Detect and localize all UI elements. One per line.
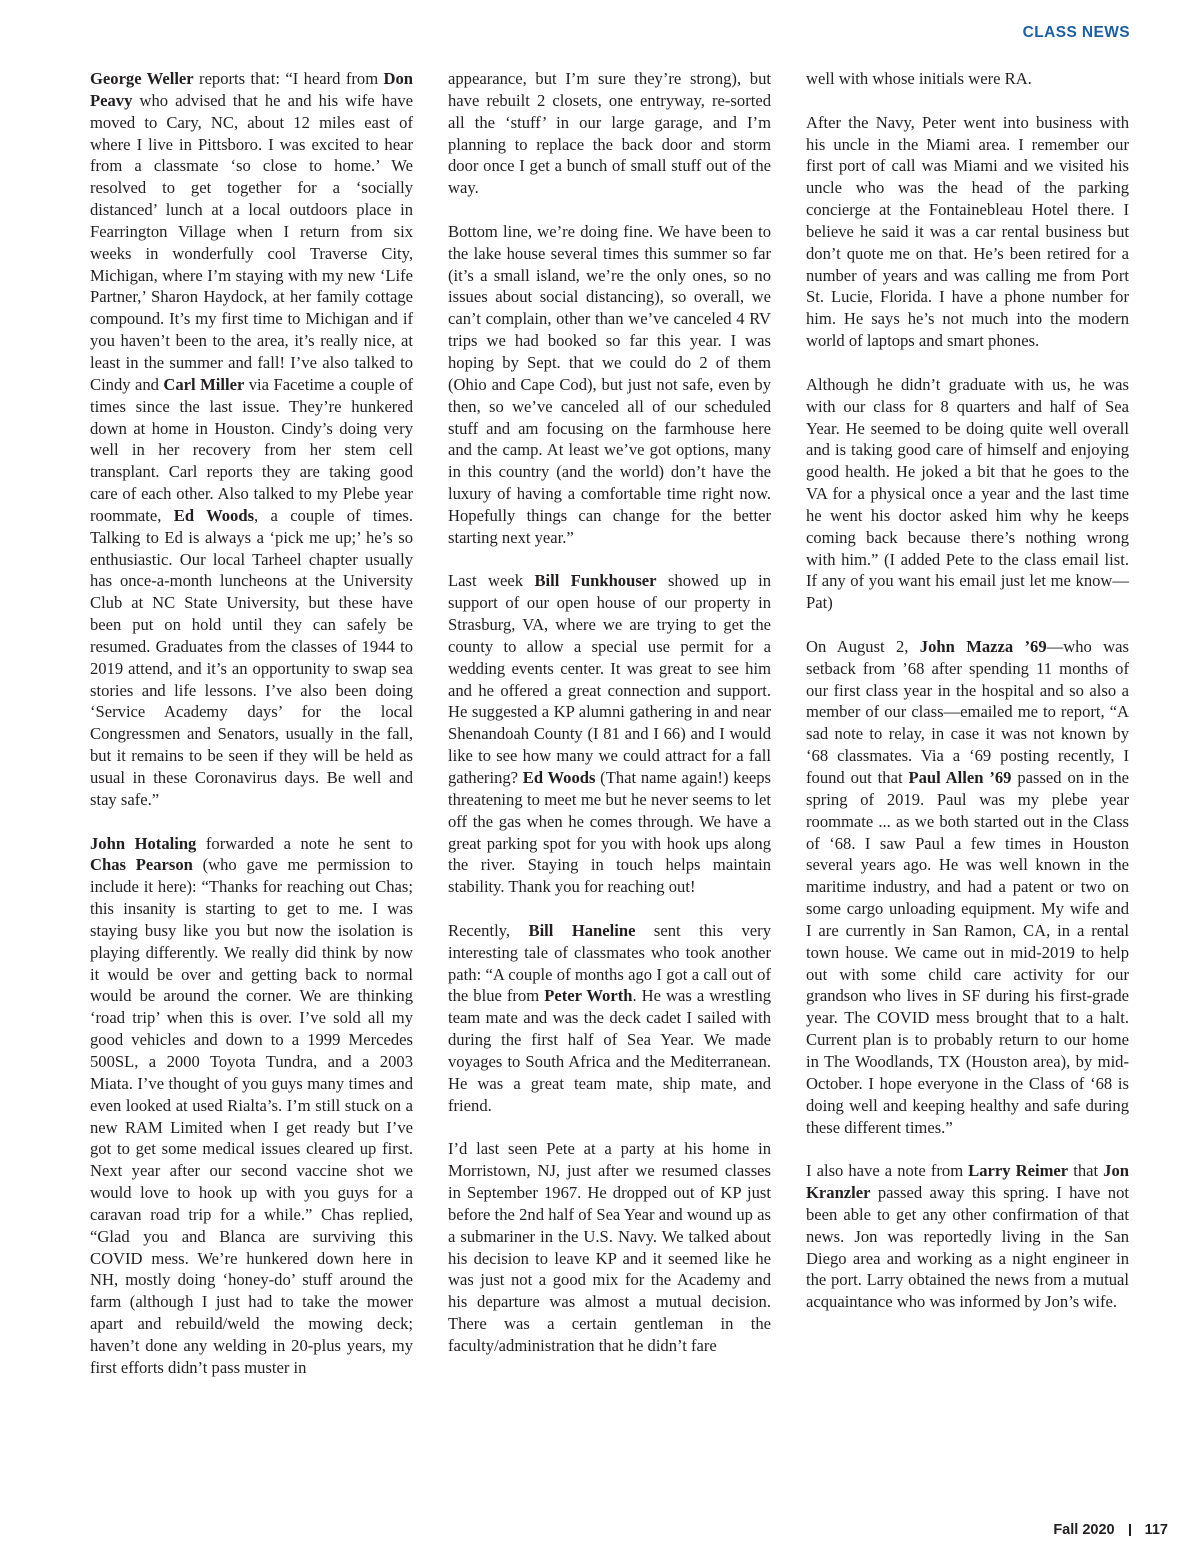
issue-label: Fall 2020 <box>1053 1522 1115 1538</box>
person-name: John Hotaling <box>90 833 197 853</box>
text-run: Last week <box>448 571 535 591</box>
paragraph <box>448 1138 771 1356</box>
text-run: showed up in support of our open house of our property in Strasburg, VA, where we are trying to get the county to allow a special use permit for a wedding events center. It was great to see him and he offered a great connection and support. He suggested a KP alumni gathering in and near Shenandoah County (I 81 and I 66) and I would like to see how many we could attract for a fall gathering? <box>448 571 771 787</box>
text-run: appearance, but I’m sure they’re strong), but have rebuilt 2 closets, one entryway, re-sorted all the ‘stuff’ in our large garage, and I’m planning to replace the back door and storm door once I get a bunch of small stuff out of the way. <box>448 69 771 198</box>
text-run: Although he didn’t graduate with us, he was with our class for 8 quarters and half of Sea Year. He seemed to be doing quite well overall and is taking good care of himself and enjoying good health. He joked a bit that he goes to the VA for a physical once a year and the last time he went his doctor asked him why he keeps coming back because there’s nothing wrong with him.” (I added Pete to the class email list. If any of you want his email just let me know—Pat) <box>806 374 1129 613</box>
text-run: (who gave me permission to include it here): “Thanks for reaching out Chas; this insanity is starting to get to me. I was staying busy like you but now the isolation is playing differently. We really did think by now it would be over and getting back to normal would be around the corner. We are thinking ‘road trip’ when this is over. I’ve sold all my good vehicles and down to a 1999 Mercedes 500SL, a 2000 Toyota Tundra, and a 2003 Miata. I’ve thought of you guys many times and even looked at used Rialta’s. I’m still stuck on a new RAM Limited when I get ready but I’ve got to get some medical issues cleared up first. Next year after our second vaccine shot we would love to hook up with you guys for a caravan road trip for a while.” Chas replied, “Glad you and Blanca are surviving this COVID mess. We’re hunkered down here in NH, mostly doing ‘honey-do’ stuff around the farm (although I just had to take the mower apart and rebuild/weld the mowing deck; haven’t done any welding in 20-plus years, my first efforts didn’t pass muster in <box>90 855 413 1377</box>
text-run: Bottom line, we’re doing fine. We have been to the lake house several times this summer so far (it’s a small island, we’re the only ones, so no issues about social distancing), so overall, we can’t complain, other than we’ve canceled 4 RV trips we had booked so far this year. I was hoping by Sept. that we could do 2 of them (Ohio and Cape Cod), but just not safe, even by then, so we’ve canceled all of our scheduled stuff and am focusing on the farmhouse here and the camp. At least we’ve got options, many in this country (and the world) don’t have the luxury of having a comfortable time right now. Hopefully things can change for the better starting next year.” <box>448 221 771 547</box>
paragraph <box>806 112 1129 352</box>
text-run: passed away this spring. I have not been able to get any other confirmation of that news. Jon was reportedly living in the San Diego area and working as a night engineer in the port. Larry obtained the news from a mutual acquaintance who was informed by Jon’s wife. <box>806 1183 1129 1312</box>
paragraph <box>448 570 771 898</box>
text-run: via Facetime a couple of times since the last issue. They’re hunkered down at home in Houston. Cindy’s doing very well in her recovery from her stem cell transplant. Carl reports they are taking good care of each other. Also talked to my Plebe year roommate, <box>90 374 413 525</box>
paragraph <box>806 374 1129 614</box>
person-name: Carl Miller <box>163 374 245 394</box>
text-run: , a couple of times. Talking to Ed is always a ‘pick me up;’ he’s so enthusiastic. Our local Tarheel chapter usually has once-a-month luncheons at the University Club at NC State University, but these have been put on hold until they can safely be resumed. Graduates from the classes of 1944 to 2019 attend, and it’s an opportunity to swap sea stories and life lessons. I’ve also been doing ‘Service Academy days’ for the local Congressmen and Senators, usually in the fall, but it remains to be seen if they will be held as usual in these Coronavirus days. Be well and stay safe.” <box>90 505 413 809</box>
paragraph <box>448 68 771 199</box>
person-name: Don Peavy <box>90 69 413 110</box>
paragraph <box>90 833 413 1379</box>
person-name: Ed Woods <box>522 768 596 787</box>
text-run: reports that: “I heard from <box>193 69 384 88</box>
paragraph <box>448 221 771 549</box>
section-title: CLASS NEWS <box>1022 24 1130 41</box>
paragraph <box>90 68 413 811</box>
text-run: —who was setback from ’68 after spending 11 months of our first class year in the hospital and so also a member of our class—emailed me to report, “A sad note to relay, in case it was not known by ‘68 classmates. Via a ‘69 posting recently, I found out that <box>806 636 1129 787</box>
person-name: Paul Allen ’69 <box>908 768 1012 787</box>
person-name: George Weller <box>90 69 194 88</box>
paragraph <box>806 1160 1129 1313</box>
paragraph <box>448 920 771 1117</box>
person-name: Chas Pearson <box>90 855 193 875</box>
text-run: After the Navy, Peter went into business with his uncle in the Miami area. I remember our first port of call was Miami and we visited his uncle who was the head of the parking concierge at the Fontainebleau Hotel there. I believe he said it was a car rental business but don’t quote me on that. He’s been retired for a number of years and was calling me from Port St. Lucie, Florida. I have a phone number for him. He says he’s not much into the modern world of laptops and smart phones. <box>806 112 1129 351</box>
page-footer <box>1053 1522 1168 1538</box>
text-run: I’d last seen Pete at a party at his home in Morristown, NJ, just after we resumed classes in September 1967. He dropped out of KP just before the 2nd half of Sea Year and wound up as a submariner in the U.S. Navy. We talked about his decision to leave KP and it seemed like he was just not a good mix for the Academy and his departure was almost a mutual decision. There was a certain gentleman in the faculty/administration that he didn’t fare <box>448 1139 771 1355</box>
article-column-3 <box>806 68 1129 1335</box>
page-number: 117 <box>1144 1522 1168 1538</box>
text-run: I also have a note from <box>806 1161 969 1181</box>
article-column-2 <box>448 68 771 1379</box>
person-name: Ed Woods <box>173 505 255 525</box>
text-run: who advised that he and his wife have moved to Cary, NC, about 12 miles east of where I live in Pittsboro. I was excited to hear from a classmate ‘so close to home.’ We resolved to get together for a ‘socially distanced’ lunch at a local outdoors place in Fearrington Village when I return from six weeks in wonderfully cool Traverse City, Michigan, where I’m staying with my new ‘Life Partner,’ Sharon Haydock, at her family cottage compound. It’s my first time to Michigan and if you haven’t been to the area, it’s really nice, at least in the summer and fall! I’ve also talked to Cindy and <box>90 90 413 394</box>
text-run: well with whose initials were RA. <box>806 69 1032 88</box>
text-run: passed on in the spring of 2019. Paul was my plebe year roommate ... as we both started out in the Class of ‘68. I saw Paul a few times in Houston several years ago. He was well known in the maritime industry, and had a patent or two on some cargo unloading equipment. My wife and I are currently in San Ramon, CA, in a rental town house. We came out in mid-2019 to help out with some child care activity for our grandson who lives in SF during his first-grade year. The COVID mess brought that to a halt. Current plan is to probably return to our home in The Woodlands, TX (Houston area), by mid-October. I hope everyone in the Class of ‘68 is doing well and keeping healthy and safe during these different times.” <box>806 768 1129 1137</box>
paragraph <box>806 636 1129 1138</box>
article-column-1 <box>90 68 413 1400</box>
text-run: sent this very interesting tale of classmates who took another path: “A couple of months ago I got a call out of the blue from <box>448 920 771 1006</box>
text-run: that <box>1068 1161 1104 1181</box>
paragraph <box>806 68 1129 90</box>
text-run: (That name again!) keeps threatening to meet me but he never seems to let off the gas when he comes through. We have a great parking spot for you with hook ups along the river. Staying in touch helps maintain stability. Thank you for reaching out! <box>448 768 771 897</box>
text-run: . He was a wrestling team mate and was the deck cadet I sailed with during the first half of Sea Year. We made voyages to South Africa and the Mediterranean. He was a great team mate, ship mate, and friend. <box>448 986 771 1115</box>
person-name: Peter Worth <box>544 986 633 1006</box>
text-run: forwarded a note he sent to <box>196 833 413 853</box>
person-name: Bill Haneline <box>528 920 636 940</box>
person-name: John Mazza ’69 <box>919 636 1047 656</box>
text-run: On August 2, <box>806 636 920 656</box>
text-run: Recently, <box>448 920 529 940</box>
person-name: Jon Kranzler <box>806 1161 1129 1203</box>
footer-divider <box>1129 1524 1131 1536</box>
person-name: Larry Reimer <box>968 1161 1069 1181</box>
person-name: Bill Funkhouser <box>534 571 657 591</box>
